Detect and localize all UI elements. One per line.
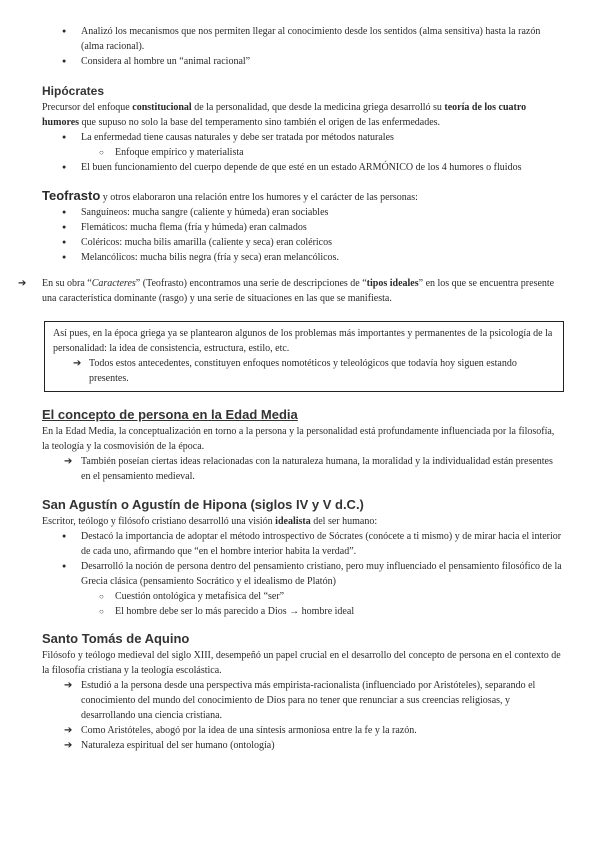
list-item: ● Sanguíneos: mucha sangre (caliente y húmeda) eran sociables xyxy=(42,205,564,220)
section-tomas xyxy=(42,630,564,753)
list-item: ● Desarrolló la noción de persona dentro del pensamiento cristiano, pero muy influenciado el pensamiento filosófico de la Grecia clásica (pensamiento Socrático y el idealismo de Platón) xyxy=(42,559,564,589)
arrow-icon: ➔ xyxy=(64,740,73,751)
summary-text: Así pues, en la época griega ya se plantearon algunos de los problemas más importantes y permanentes de la psicología de la personalidad: la idea de consistencia, estructura, estilo, etc. xyxy=(53,328,553,354)
tomas-arrow-item: ➔ Naturaleza espiritual del ser humano (ontología) xyxy=(64,740,275,751)
heading-edad-media: El concepto de persona en la Edad Media xyxy=(42,407,298,422)
teofrasto-arrow-item: ➔ En su obra “Caracteres” (Teofrasto) encontramos una serie de descripciones de “tipos ideales” en los que se encuentra presente una característica dominante (rasgo) y una serie de situaciones en las que se manifiesta. xyxy=(18,278,555,304)
list-item: ● Destacó la importancia de adoptar el método introspectivo de Sócrates (conócete a ti mismo) y de mirar hacia el interior de cada uno, afirmando que “en el hombre interior habita la verdad”. xyxy=(42,529,564,559)
agustin-paragraph: Escritor, teólogo y filósofo cristiano desarrolló una visión idealista del ser humano: xyxy=(42,516,378,527)
summary-arrow-item: ➔ Todos estos antecedentes, constituyen enfoques nomotéticos y teleológicos que todavía hoy siguen estando presentes. xyxy=(73,358,517,384)
arrow-icon: ➔ xyxy=(64,456,73,467)
section-teofrasto xyxy=(18,188,564,306)
tomas-arrow-item: ➔ Como Aristóteles, abogó por la idea de una síntesis armoniosa entre la fe y la razón. xyxy=(64,725,417,736)
list-item: ● La enfermedad tiene causas naturales y debe ser tratada por métodos naturales xyxy=(42,130,564,145)
teofrasto-list xyxy=(42,205,564,265)
arrow-icon: ➔ xyxy=(64,725,73,736)
sub-list-item: ○ El hombre debe ser lo más parecido a Dios → hombre ideal xyxy=(42,604,564,619)
heading-teofrasto: Teofrasto xyxy=(42,188,101,203)
heading-hipocrates: Hipócrates xyxy=(42,84,105,98)
sub-list-item: ○ Cuestión ontológica y metafísica del “ser” xyxy=(42,589,564,604)
sub-list-item: ○ Enfoque empírico y materialista xyxy=(42,145,564,160)
agustin-list xyxy=(42,529,564,619)
tomas-arrow-item: ➔ Estudió a la persona desde una perspectiva más empirista-racionalista (influenciado por Aristóteles), separando el conocimiento del mundo del conocimiento de Dios para no tener que renunciar a sus creencias religiosas, y desarrollando una ciencia cristiana. xyxy=(64,680,536,721)
list-item: ● El buen funcionamiento del cuerpo depende de que esté en un estado ARMÓNICO de los 4 humores o fluidos xyxy=(42,160,564,175)
hipocrates-list xyxy=(42,130,564,175)
arrow-icon: ➔ xyxy=(73,358,82,369)
list-item: ● Melancólicos: mucha bilis negra (fría y seca) eran melancólicos. xyxy=(42,250,564,265)
list-item: ● Coléricos: mucha bilis amarilla (caliente y seca) eran coléricos xyxy=(42,235,564,250)
summary-box xyxy=(44,321,564,392)
section-agustin xyxy=(42,496,564,619)
arrow-icon: ➔ xyxy=(18,278,27,289)
tomas-paragraph: Filósofo y teólogo medieval del siglo XIII, desempeñó un papel crucial en el desarrollo del concepto de persona en el contexto de la filosofía cristiana y la teología escolástica. xyxy=(42,650,561,676)
list-item: ● Considera al hombre un “animal racional” xyxy=(42,54,564,69)
arrow-icon: ➔ xyxy=(64,680,73,691)
teofrasto-intro: Teofrasto y otros elaboraron una relación entre los humores y el carácter de las personas: xyxy=(42,188,418,203)
edad-media-arrow-item: ➔ También poseían ciertas ideas relacionadas con la naturaleza humana, la moralidad y la individualidad están presentes en el pensamiento medieval. xyxy=(64,456,553,482)
list-item: ● Analizó los mecanismos que nos permiten llegar al conocimiento desde los sentidos (alma sensitiva) hasta la razón (alma racional). xyxy=(42,24,564,54)
section-hipocrates xyxy=(42,83,564,175)
heading-tomas: Santo Tomás de Aquino xyxy=(42,631,190,646)
list-item: ● Flemáticos: mucha flema (fría y húmeda) eran calmados xyxy=(42,220,564,235)
hipocrates-paragraph: Precursor del enfoque constitucional de la personalidad, que desde la medicina griega desarrolló su teoría de los cuatro humores que supuso no solo la base del temperamento sino también el origen de las enfermedades. xyxy=(42,102,527,128)
heading-agustin: San Agustín o Agustín de Hipona (siglos IV y V d.C.) xyxy=(42,497,364,512)
edad-media-paragraph: En la Edad Media, la conceptualización en torno a la persona y la personalidad está profundamente influenciada por la filosofía, la teología y la cosmovisión de la época. xyxy=(42,426,555,452)
section-edad-media xyxy=(42,406,564,484)
intro-list xyxy=(42,24,564,69)
